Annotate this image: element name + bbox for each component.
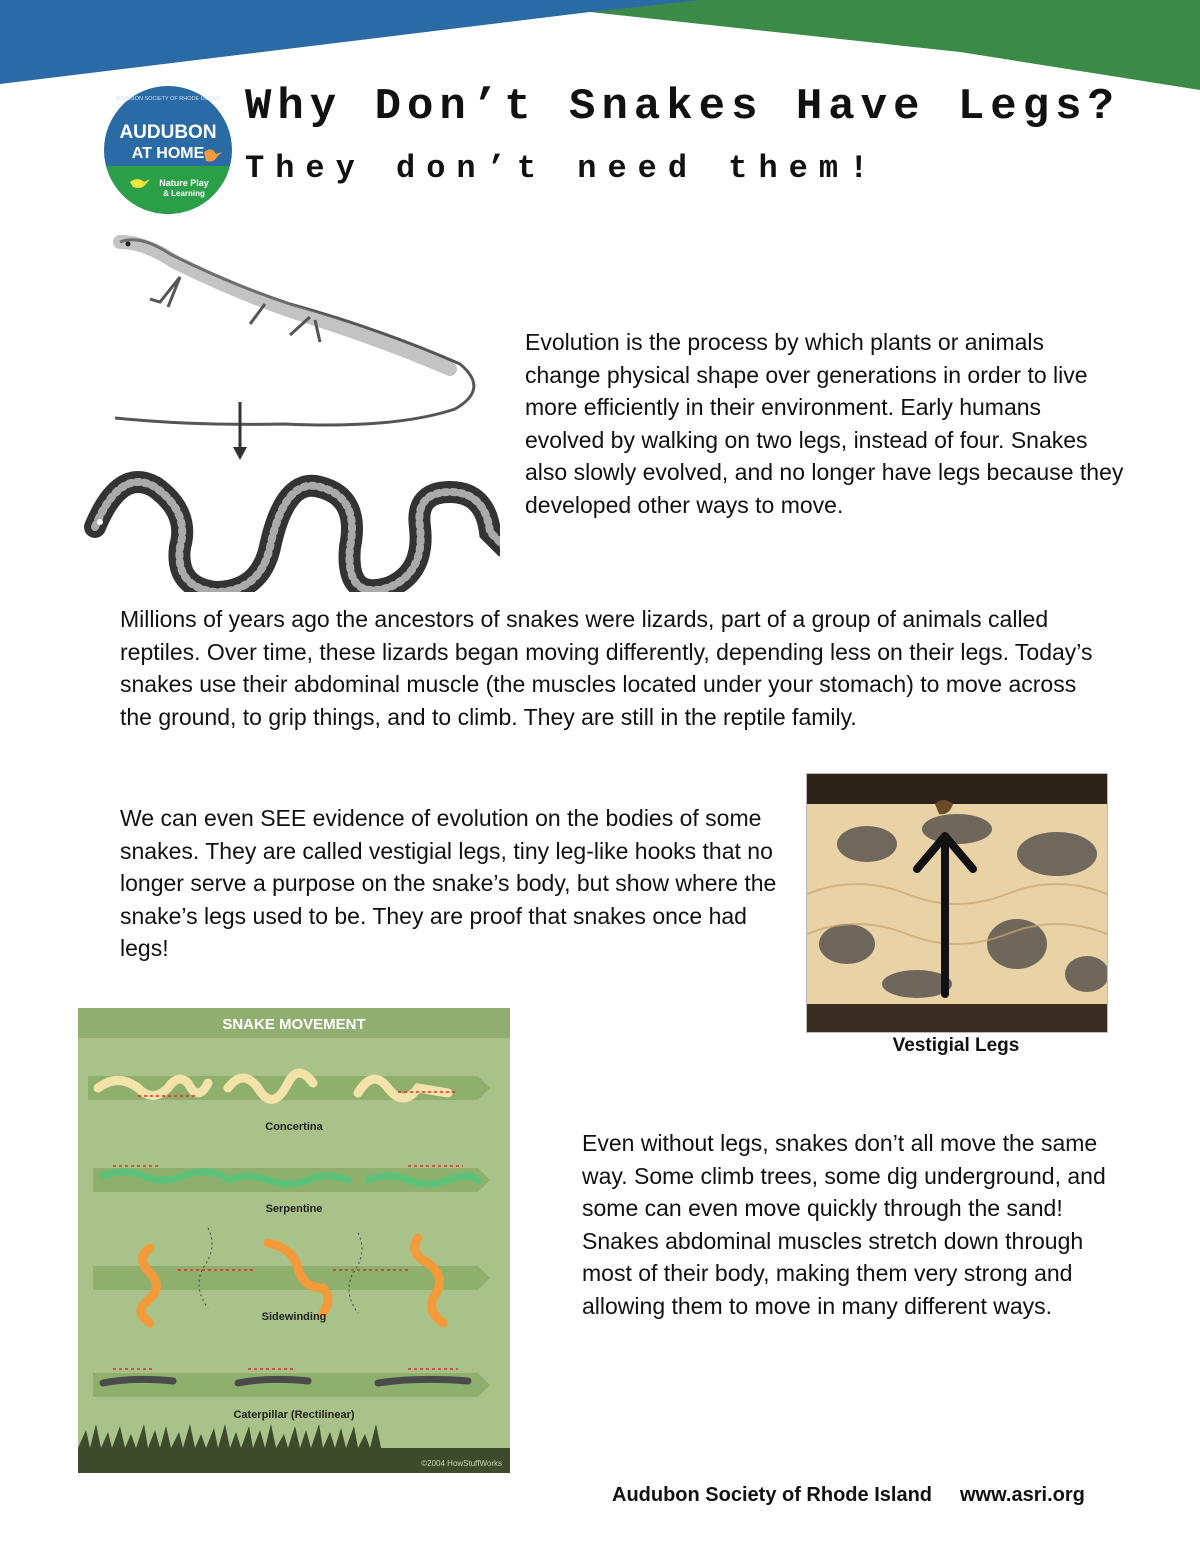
page-title: Why Don’t Snakes Have Legs?	[245, 82, 1120, 132]
logo-ring-text: AUDUBON SOCIETY OF RHODE ISLAND	[115, 96, 221, 102]
lizard-to-snake-illustration	[80, 232, 500, 592]
down-arrow-icon	[233, 402, 247, 460]
ancestors-paragraph: Millions of years ago the ancestors of snakes were lizards, part of a group of animals called reptiles. Over time, these lizards began moving differently, depending less on their legs. Today’s snakes use their abdominal muscle (the muscles located under your stomach) to move across the ground, to grip things, and to climb. They are still in the reptile family.	[120, 606, 1093, 730]
caterpillar-label: Caterpillar (Rectilinear)	[233, 1409, 355, 1421]
concertina-label: Concertina	[265, 1121, 323, 1133]
snake-drawing	[95, 482, 500, 592]
logo-line2: AT HOME	[131, 145, 205, 162]
vestigial-legs-caption: Vestigial Legs	[892, 1035, 1020, 1056]
logo-tagline2: & Learning	[163, 189, 205, 198]
infographic-title: SNAKE MOVEMENT	[222, 1016, 366, 1033]
sidewinding-label: Sidewinding	[261, 1311, 327, 1323]
movement-paragraph: Even without legs, snakes don’t all move the same way. Some climb trees, some dig underground, and some can even move quickly through the sand! Snakes abdominal muscles stretch down through most of their body, making them very strong and allowing them to move in many different ways.	[582, 1130, 1106, 1319]
footer-website[interactable]: www.asri.org	[960, 1484, 1085, 1506]
evolution-paragraph: Evolution is the process by which plants or animals change physical shape over generations in order to live more efficiently in their environment. Early humans evolved by walking on two legs, instead of four. Snakes also slowly evolved, and no longer have legs because they developed other ways to move.	[525, 329, 1124, 518]
infographic-credit: ©2004 HowStuffWorks	[421, 1459, 502, 1468]
footer-organization: Audubon Society of Rhode Island	[612, 1484, 932, 1506]
vestigial-legs-photo	[806, 773, 1108, 1033]
serpentine-label: Serpentine	[265, 1203, 323, 1215]
audubon-at-home-logo	[100, 82, 236, 218]
logo-line1: AUDUBON	[119, 122, 217, 143]
lizard-drawing	[115, 240, 474, 425]
logo-tagline1: Nature Play	[159, 178, 209, 188]
snake-movement-infographic	[78, 1008, 510, 1473]
footer	[612, 1484, 1085, 1507]
vestigial-paragraph: We can even SEE evidence of evolution on the bodies of some snakes. They are called vestigial legs, tiny leg-like hooks that no longer serve a purpose on the snake’s body, but show where the snake’s legs used to be. They are proof that snakes once had legs!	[120, 805, 777, 961]
page-subtitle: They don’t need them!	[245, 150, 880, 187]
top-banner	[0, 0, 1200, 90]
